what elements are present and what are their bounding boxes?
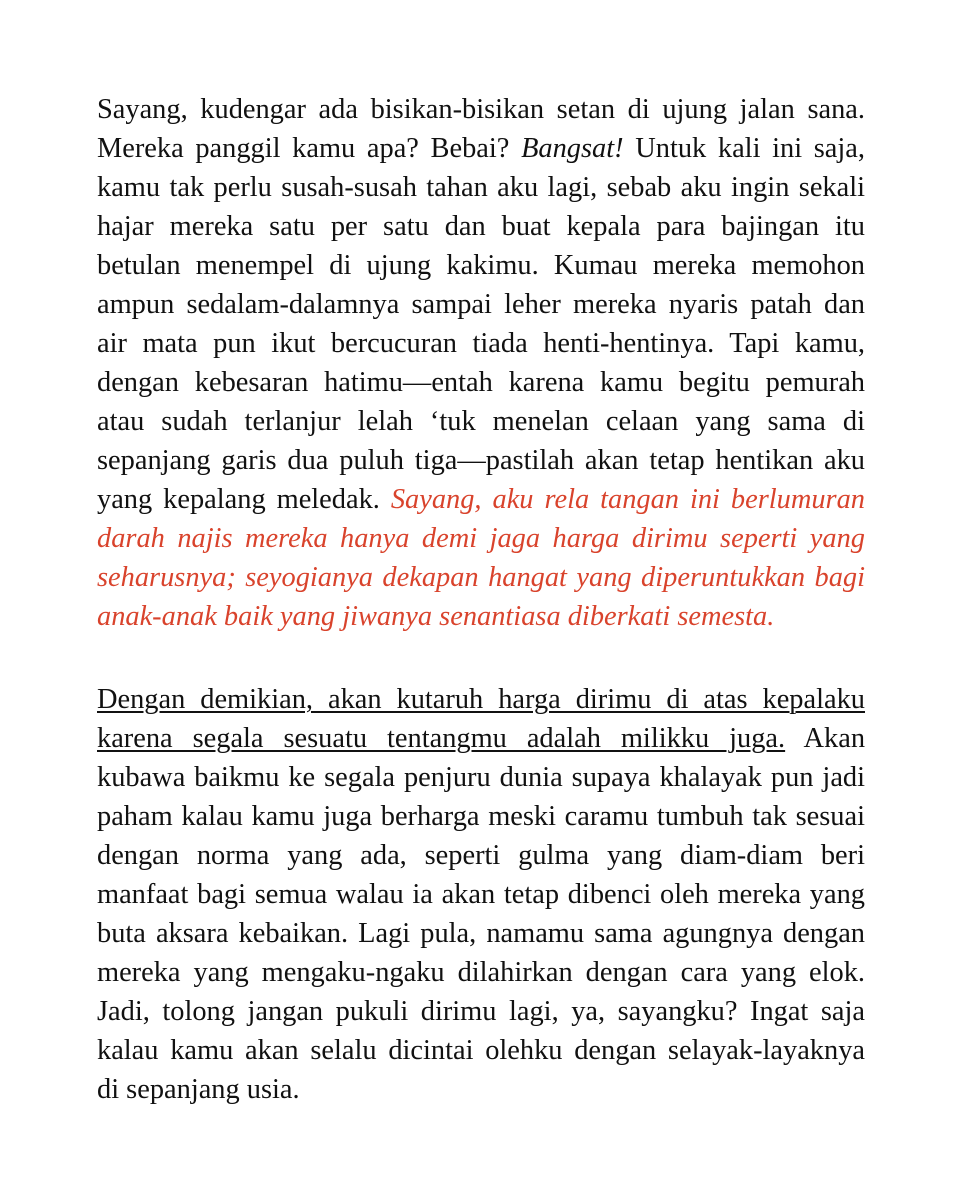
underlined-segment: karena segala sesuatu tentangmu adalah milikku juga. [97,723,786,754]
text-segment: Untuk kali ini saja, [635,133,865,164]
text-segment: Akan [803,723,866,754]
red-italic-line: darah najis mereka hanya demi jaga harga dirimu seperti yang [97,523,865,554]
text-line: hajar mereka satu per satu dan buat kepala para bajingan itu [97,211,865,242]
text-line: Sayang, kudengar ada bisikan-bisikan setan di ujung jalan sana. [97,94,865,125]
text-line: di sepanjang usia. [97,1074,300,1105]
text-line: betulan menempel di ujung kakimu. Kumau mereka memohon [97,250,865,281]
text-line: paham kalau kamu juga berharga meski caramu tumbuh tak sesuai [97,801,865,832]
text-segment: Mereka panggil kamu apa? Bebai? [97,133,510,164]
underlined-line: Dengan demikian, akan kutaruh harga dirimu di atas kepalaku [97,684,865,715]
text-line: air mata pun ikut bercucuran tiada henti-hentinya. Tapi kamu, [97,328,865,359]
paragraph-1 [97,90,865,636]
text-line: ampun sedalam-dalamnya sampai leher mereka nyaris patah dan [97,289,865,320]
text-line [97,480,865,519]
text-segment: yang kepalang meledak. [97,484,380,515]
text-line: kubawa baikmu ke segala penjuru dunia supaya khalayak pun jadi [97,762,865,793]
text-line: dengan kebesaran hatimu—entah karena kamu begitu pemurah [97,367,865,398]
text-line: Jadi, tolong jangan pukuli dirimu lagi, ya, sayangku? Ingat saja [97,996,865,1027]
paragraph-2 [97,680,865,1109]
red-italic-line: seharusnya; seyogianya dekapan hangat yang diperuntukkan bagi [97,562,865,593]
text-line [97,719,865,758]
text-line: buta aksara kebaikan. Lagi pula, namamu sama agungnya dengan [97,918,865,949]
red-italic-passage: Sayang, aku rela tangan ini berlumuran [390,484,865,515]
text-line: kalau kamu akan selalu dicintai olehku dengan selayak-layaknya [97,1035,865,1066]
text-line [97,129,865,168]
text-line: kamu tak perlu susah-susah tahan aku lagi, sebab aku ingin sekali [97,172,865,203]
text-line: manfaat bagi semua walau ia akan tetap dibenci oleh mereka yang [97,879,865,910]
text-line: dengan norma yang ada, seperti gulma yang diam-diam beri [97,840,865,871]
text-line: atau sudah terlanjur lelah ‘tuk menelan celaan yang sama di [97,406,865,437]
italic-emphasis: Bangsat! [521,133,624,164]
text-line: mereka yang mengaku-ngaku dilahirkan dengan cara yang elok. [97,957,865,988]
text-line: sepanjang garis dua puluh tiga—pastilah akan tetap hentikan aku [97,445,865,476]
red-italic-line: anak-anak baik yang jiwanya senantiasa diberkati semesta. [97,601,775,632]
